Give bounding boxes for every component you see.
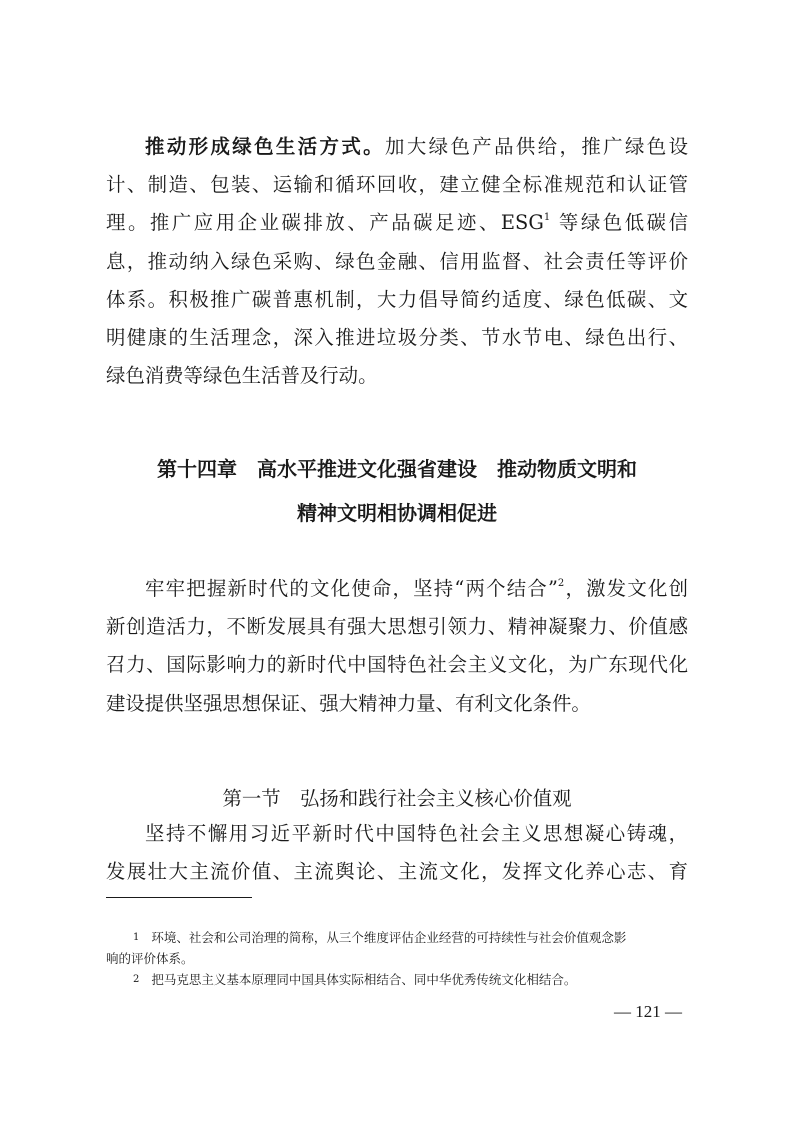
chapter-heading-line2: 精神文明相协调相促进 xyxy=(297,501,497,525)
footnote-divider xyxy=(106,897,252,898)
paragraph-line: 新创造活力，不断发展具有强大思想引领力、精神凝聚力、价值感 xyxy=(106,615,688,639)
chapter-heading-line1: 第十四章 高水平推进文化强省建设 推动物质文明和 xyxy=(157,457,637,481)
paragraph-line: 息，推动纳入绿色采购、绿色金融、信用监督、社会责任等评价 xyxy=(106,249,688,273)
paragraph-line: 体系。积极推广碳普惠机制，大力倡导简约适度、绿色低碳、文 xyxy=(106,287,688,311)
paragraph-green-lifestyle xyxy=(106,128,688,395)
paragraph-line: 绿色消费等绿色生活普及行动。 xyxy=(106,364,378,388)
chapter-heading xyxy=(106,447,688,535)
paragraph-line: 发展壮大主流价值、主流舆论、主流文化，发挥文化养心志、育 xyxy=(106,860,688,884)
paragraph-lead-bold: 推动形成绿色生活方式。 xyxy=(145,135,385,158)
footnote-number: 1 xyxy=(133,932,140,943)
paragraph-line: 理。推广应用企业碳排放、产品碳足迹、ESG$^1$ 等绿色低碳信 xyxy=(106,211,688,235)
paragraph-core-values xyxy=(106,815,688,891)
paragraph-line: 明健康的生活理念，深入推进垃圾分类、节水节电、绿色出行、 xyxy=(106,326,688,350)
footnote-1: 1 环境、社会和公司治理的简称，从三个维度评估企业经营的可持续性与社会价值观念影 响的评价体系。 xyxy=(106,930,627,966)
paragraph-line: 建设提供坚强思想保证、强大精神力量、有利文化条件。 xyxy=(106,691,591,715)
paragraph-cultural-mission xyxy=(106,570,688,723)
paragraph-line: 召力、国际影响力的新时代中国特色社会主义文化，为广东现代化 xyxy=(106,653,688,677)
footnote-ref-1[interactable]: 1 xyxy=(543,212,551,224)
footnote-number: 2 xyxy=(133,974,140,985)
footnote-ref-2[interactable]: 2 xyxy=(557,578,565,589)
section-heading: 第一节 弘扬和践行社会主义核心价值观 xyxy=(222,787,572,810)
paragraph-line: 推动形成绿色生活方式。加大绿色产品供给，推广绿色设 xyxy=(145,135,689,158)
page-number: — 121 — xyxy=(614,1002,682,1021)
paragraph-line: 计、制造、包装、运输和循环回收，建立健全标准规范和认证管 xyxy=(106,173,688,197)
paragraph-line: 坚持不懈用习近平新时代中国特色社会主义思想凝心铸魂， xyxy=(145,822,688,845)
footnote-2: 2 把马克思主义基本原理同中国具体实际相结合、同中华优秀传统文化相结合。 xyxy=(133,972,577,987)
paragraph-line: 牢牢把握新时代的文化使命，坚持“两个结合”$^2$，激发文化创 xyxy=(145,577,689,600)
